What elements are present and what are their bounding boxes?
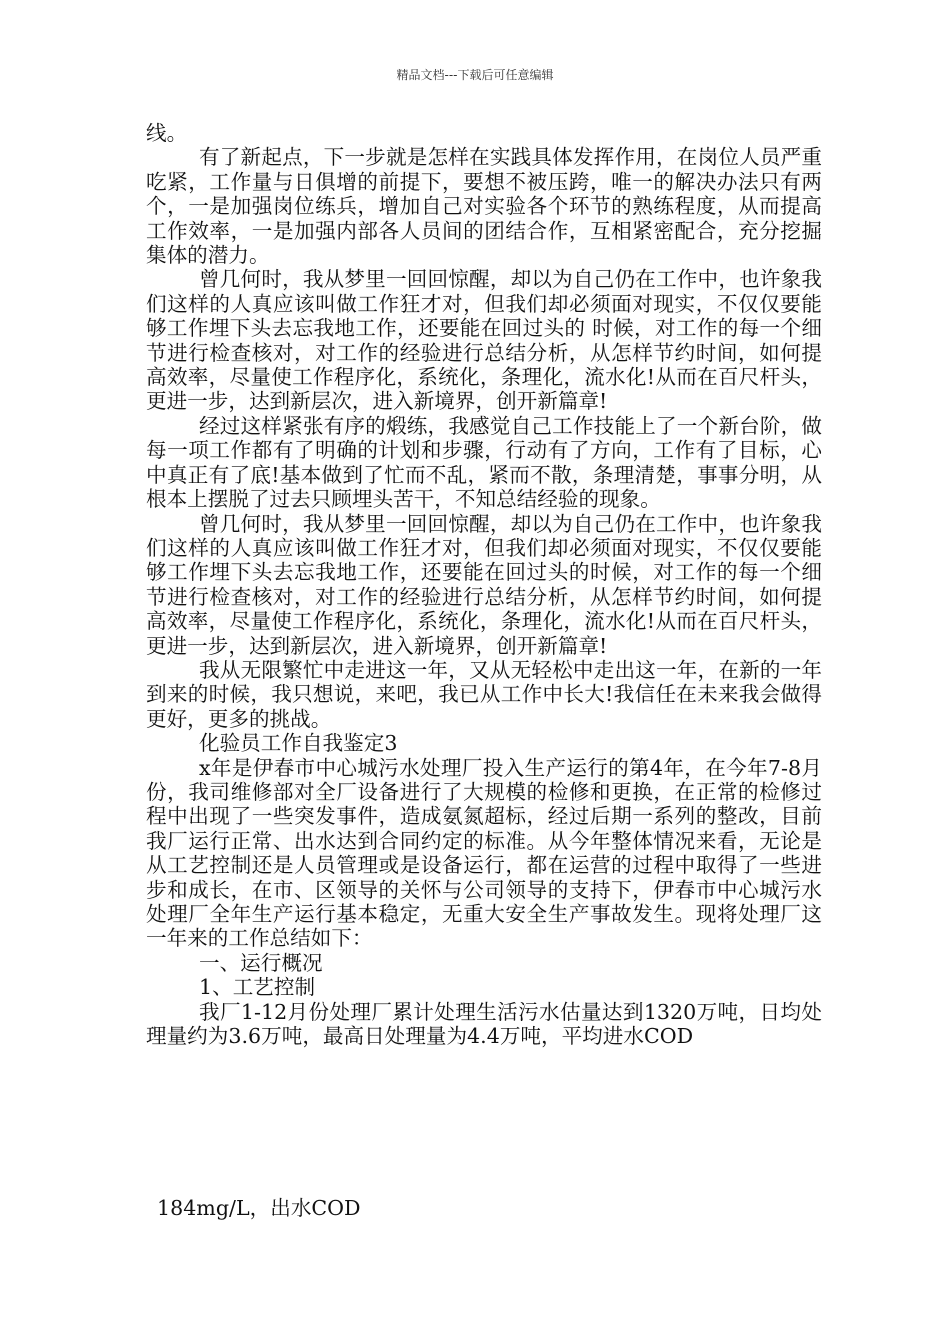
paragraph: 曾几何时，我从梦里一回回惊醒，却以为自己仍在工作中，也许象我们这样的人真应该叫做工作狂才对，但我们却必须面对现实，不仅仅要能够工作埋下头去忘我地工作，还要能在回过头的时候，对工作的每一个细节进行检查核对，对工作的经验进行总结分析，从怎样节约时间，如何提高效率，尽量使工作程序化，系统化，条理化，流水化!从而在百尺杆头，更进一步，达到新层次，进入新境界，创开新篇章!	[146, 511, 822, 658]
paragraph: 线。	[146, 121, 188, 145]
trailing-text-line: 184mg/L，出水COD	[157, 1196, 361, 1220]
paragraph: x年是伊春市中心城污水处理厂投入生产运行的第4年，在今年7-8月份，我司维修部对全厂设备进行了大规模的检修和更换，在正常的检修过程中出现了一些突发事件，造成氨氮超标，经过后期一系列的整改，目前我厂运行正常、出水达到合同约定的标准。从今年整体情况来看，无论是从工艺控制还是人员管理或是设备运行，都在运营的过程中取得了一些进步和成长，在市、区领导的关怀与公司领导的支持下，伊春市中心城污水处理厂全年生产运行基本稳定，无重大安全生产事故发生。现将处理厂这一年来的工作总结如下：	[146, 755, 822, 951]
heading-overview: 一、运行概况	[199, 950, 323, 975]
paragraph: 经过这样紧张有序的煅练，我感觉自己工作技能上了一个新台阶，做每一项工作都有了明确的计划和步骤，行动有了方向，工作有了目标，心中真正有了底!基本做到了忙而不乱，紧而不散，条理清楚，事事分明，从根本上摆脱了过去只顾埋头苦干，不知总结经验的现象。	[146, 413, 822, 512]
paragraph: 曾几何时，我从梦里一回回惊醒，却以为自己仍在工作中，也许象我们这样的人真应该叫做工作狂才对，但我们却必须面对现实，不仅仅要能够工作埋下头去忘我地工作，还要能在回过头的 时候，对工作的每一个细节进行检查核对，对工作的经验进行总结分析，从怎样节约时间，如何提高效率，尽量使工作程序化，系统化，条理化，流水化!从而在百尺杆头，更进一步，达到新层次，进入新境界，创开新篇章!	[146, 267, 822, 414]
document-body	[146, 121, 822, 1048]
paragraph: 我从无限繁忙中走进这一年，又从无轻松中走出这一年，在新的一年到来的时候，我只想说，来吧，我已从工作中长大!我信任在未来我会做得更好，更多的挑战。	[146, 657, 822, 731]
paragraph: 有了新起点，下一步就是怎样在实践具体发挥作用，在岗位人员严重吃紧，工作量与日俱增的前提下，要想不被压跨，唯一的解决办法只有两个，一是加强岗位练兵，增加自己对实验各个环节的熟练程度，从而提高工作效率，一是加强内部各人员间的团结合作，互相紧密配合，充分挖掘集体的潜力。	[146, 145, 822, 268]
paragraph: 我厂1-12月份处理厂累计处理生活污水估量达到1320万吨，日均处理量约为3.6万吨，最高日处理量为4.4万吨，平均进水COD	[146, 999, 822, 1049]
page-header: 精品文档---下载后可任意编辑	[396, 68, 554, 82]
heading-process-control: 1、工艺控制	[199, 975, 316, 1000]
section-title: 化验员工作自我鉴定3	[199, 731, 398, 756]
